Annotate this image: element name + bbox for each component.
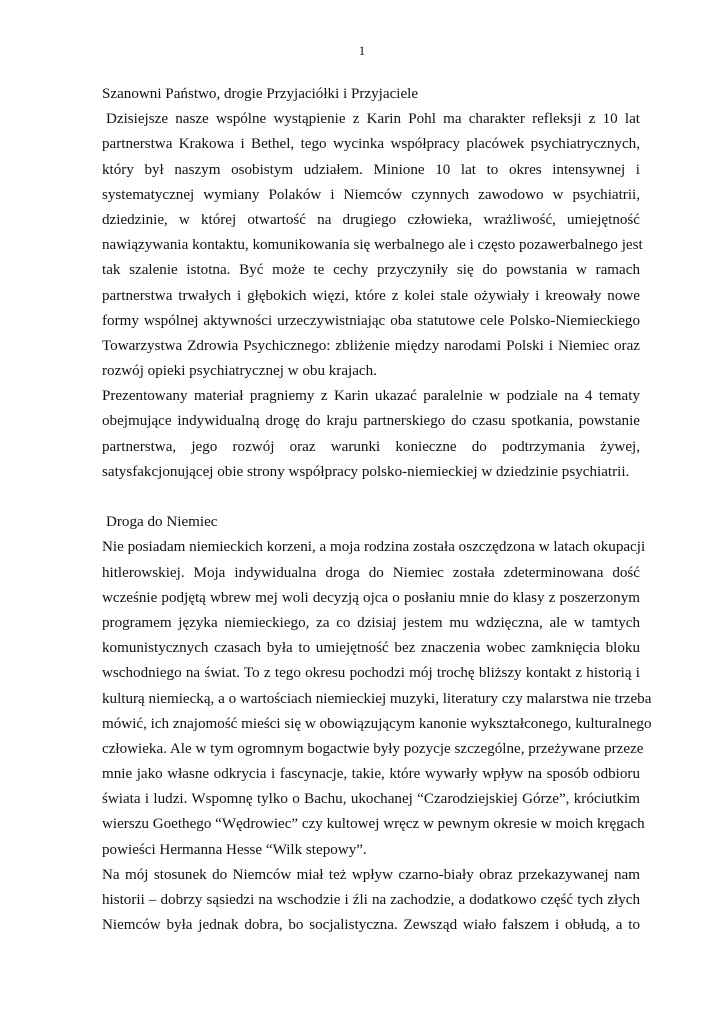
- paragraph-line: partnerstwa, jego rozwój oraz warunki konieczne do podtrzymania żywej,: [102, 438, 640, 455]
- paragraph-spacer: [102, 485, 640, 510]
- paragraph-line: Nie posiadam niemieckich korzeni, a moja rodzina została oszczędzona w latach okupacji: [102, 539, 646, 556]
- paragraph-line: rozwój opieki psychiatrycznej w obu krajach.: [102, 363, 377, 380]
- section-paragraph: [102, 535, 652, 862]
- paragraph-line: dziedzinie, w której otwartość na drugiego człowieka, wrażliwość, umiejętność: [102, 211, 640, 228]
- paragraph-line: programem języka niemieckiego, za co dzisiaj jestem mu wdzięczna, ale w tamtych: [102, 614, 640, 631]
- paragraph-line: mówić, ich znajomość mieści się w obowiązującym kanonie wykształconego, kulturalnego: [102, 715, 652, 732]
- paragraph-line: hitlerowskiej. Moja indywidualna droga do Niemiec została zdeterminowana dość: [102, 564, 640, 581]
- page-number: 1: [358, 43, 366, 58]
- paragraph-line: historii – dobrzy sąsiedzi na wschodzie i źli na zachodzie, a dodatkowo część tych złych: [102, 892, 640, 908]
- intro-paragraph: [102, 107, 643, 384]
- paragraph-line: partnerstwa Krakowa i Bethel, tego wycinka współpracy placówek psychiatrycznych,: [102, 136, 640, 153]
- paragraph-line: obejmujące indywidualną drogę do kraju partnerskiego do czasu spotkania, powstanie: [102, 413, 640, 430]
- salutation: Szanowni Państwo, drogie Przyjaciółki i Przyjaciele: [102, 86, 419, 102]
- section-heading: Droga do Niemiec: [106, 514, 218, 531]
- document-body: [102, 82, 652, 938]
- paragraph-line: Dzisiejsze nasze wspólne wystąpienie z Karin Pohl ma charakter refleksji z 10 lat: [106, 111, 640, 128]
- paragraph-line: człowieka. Ale w tym ogromnym bogactwie były pozycje szczególne, przeżywane przeze: [102, 740, 644, 757]
- paragraph-line: komunistycznych czasach była to umiejętność bez znaczenia wobec zamknięcia bloku: [102, 640, 640, 657]
- last-paragraph: [102, 863, 640, 939]
- paragraph-line: wschodniego na świat. To z tego okresu pochodzi mój trochę bliższy kontakt z historią i: [102, 665, 640, 682]
- paragraph-line: Na mój stosunek do Niemców miał też wpływ czarno-biały obraz przekazywanej nam: [102, 866, 640, 883]
- paragraph-line: satysfakcjonującej obie strony współpracy polsko-niemieckiej w dziedzinie psychiatrii.: [102, 463, 630, 480]
- paragraph-line: kulturą niemiecką, a o wartościach niemieckiej muzyki, literatury czy malarstwa nie trzeba: [102, 690, 652, 707]
- paragraph-line: wierszu Goethego “Wędrowiec” czy kultowej wręcz w pewnym okresie w moich kręgach: [102, 816, 645, 833]
- paragraph-line: mnie jako własne odkrycia i fascynacje, takie, które wywarły wpływ na sposób odbioru: [102, 766, 640, 783]
- paragraph-line: który był naszym osobistym udziałem. Minione 10 lat to okres intensywnej i: [102, 161, 640, 178]
- paragraph-line: wcześnie podjętą wbrew mej woli decyzją ojca o posłaniu mnie do klasy z poszerzonym: [102, 589, 640, 606]
- paragraph-line: świata i ludzi. Wspomnę tylko o Bachu, ukochanej “Czarodziejskiej Górze”, króciutkim: [102, 791, 640, 808]
- paragraph-line: powieści Hermanna Hesse “Wilk stepowy”.: [102, 841, 367, 858]
- paragraph-line: systematycznej wymiany Polaków i Niemców czynnych zawodowo w psychiatrii,: [102, 186, 640, 203]
- paragraph-line: Towarzystwa Zdrowia Psychicznego: zbliżenie między narodami Polski i Niemiec oraz: [102, 337, 640, 354]
- paragraph-line: formy wspólnej aktywności urzeczywistniając oba statutowe cele Polsko-Niemieckiego: [102, 312, 640, 329]
- second-paragraph: [102, 384, 640, 485]
- paragraph-line: nawiązywania kontaktu, komunikowania się werbalnego ale i często pozawerbalnego jest: [102, 237, 643, 254]
- paragraph-line: partnerstwa trwałych i głębokich więzi, które z kolei stale ożywiały i kreowały nowe: [102, 287, 640, 304]
- paragraph-line: Niemców była jednak dobra, bo socjalistyczna. Zewsząd wiało fałszem i obłudą, a to: [102, 917, 640, 934]
- paragraph-line: Prezentowany materiał pragniemy z Karin ukazać paralelnie w podziale na 4 tematy: [102, 388, 640, 405]
- paragraph-line: tak szalenie istotna. Być może te cechy przyczyniły się do powstania w ramach: [102, 262, 640, 279]
